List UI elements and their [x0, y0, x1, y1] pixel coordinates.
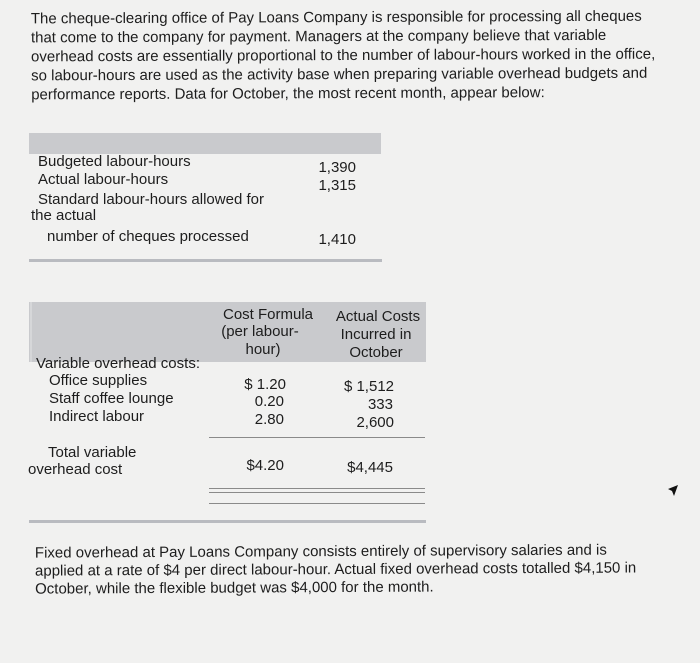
total-double-rule-top — [209, 488, 425, 489]
standard-hours-label-line3: number of cheques processed — [47, 228, 249, 245]
cost-formula-header-line3: hour) — [245, 341, 281, 358]
total-variable-label-line2: overhead cost — [28, 461, 123, 478]
office-supplies-label: Office supplies — [49, 372, 148, 389]
total-underline-rule — [209, 503, 425, 504]
variable-overhead-section-label: Variable overhead costs: — [36, 355, 200, 372]
standard-hours-value: 1,410 — [318, 231, 356, 248]
actual-hours-value: 1,315 — [318, 177, 356, 194]
actual-costs-header-line1: Actual Costs — [335, 308, 421, 325]
intro-paragraph: The cheque-clearing office of Pay Loans Company is responsible for processing all cheques that come to the company for payment. Managers at the company believe that variable overhead costs are essentially proportional to the number of labour-hours worked in the office, so labour-hours are used as the activity base when preparing variable overhead budgets and performance reports. Data for October, the most recent month, appear below: — [30, 7, 656, 104]
table1-header-band — [29, 133, 381, 154]
total-variable-actual: $4,445 — [347, 459, 393, 476]
table2-header-edge — [30, 302, 32, 362]
total-double-rule-bottom — [209, 492, 425, 493]
total-variable-formula: $4.20 — [246, 457, 284, 474]
budgeted-hours-label: Budgeted labour-hours — [38, 153, 191, 170]
staff-coffee-lounge-label: Staff coffee lounge — [49, 390, 174, 407]
office-supplies-formula: $ 1.20 — [244, 376, 286, 393]
cost-formula-header-line1: Cost Formula — [222, 306, 314, 323]
table2-bottom-border — [29, 520, 426, 523]
staff-coffee-lounge-actual: 333 — [367, 396, 393, 413]
staff-coffee-lounge-formula: 0.20 — [254, 393, 284, 410]
total-variable-label-line1: Total variable — [48, 444, 137, 461]
outro-paragraph: Fixed overhead at Pay Loans Company consists entirely of supervisory salaries and is applied at a rate of $4 per direct labour-hour. Actual fixed overhead costs totalled $4,150 in October, while the flexible budget was $4,000 for the month. — [34, 541, 637, 598]
actual-costs-header-line3: October — [349, 344, 403, 361]
arrow-cursor-icon — [665, 484, 679, 498]
budgeted-hours-value: 1,390 — [318, 159, 356, 176]
actual-hours-label: Actual labour-hours — [38, 171, 169, 188]
table1-bottom-border — [29, 259, 382, 262]
subtotal-rule — [209, 437, 425, 438]
standard-hours-label-line1: Standard labour-hours allowed for — [38, 191, 264, 208]
standard-hours-label-line2: the actual — [31, 207, 97, 224]
indirect-labour-label: Indirect labour — [49, 408, 145, 425]
indirect-labour-formula: 2.80 — [254, 411, 284, 428]
indirect-labour-actual: 2,600 — [356, 414, 394, 431]
office-supplies-actual: $ 1,512 — [343, 378, 394, 395]
actual-costs-header-line2: Incurred in — [340, 326, 412, 343]
cost-formula-header-line2: (per labour- — [221, 323, 299, 340]
